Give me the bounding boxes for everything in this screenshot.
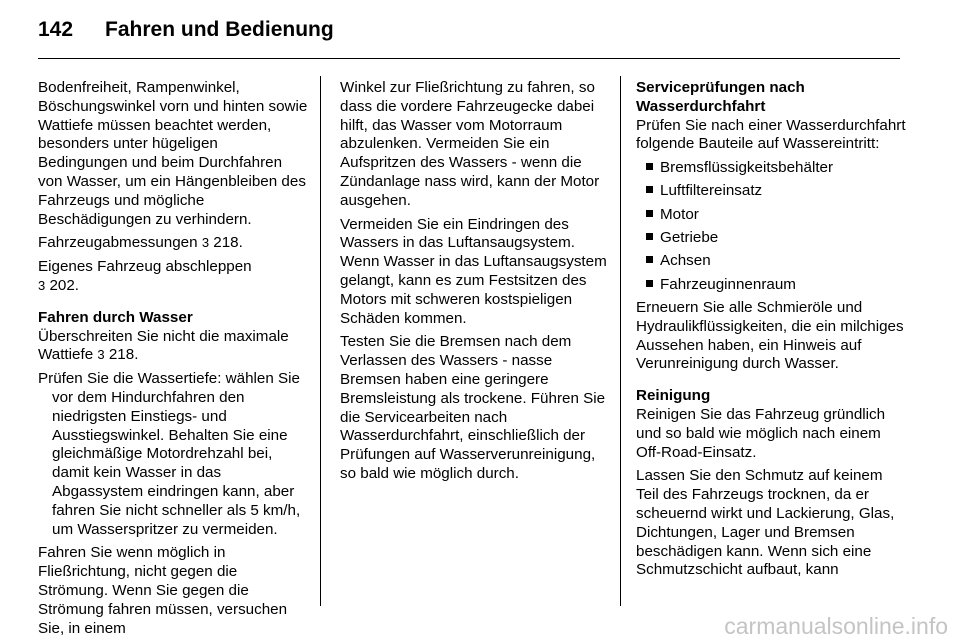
paragraph: Reinigen Sie das Fahrzeug gründlich und so bald wie möglich nach einem Off-Road-Einsatz.	[636, 405, 886, 461]
reference-line: Überschreiten Sie nicht die maximale Wattiefe 3 218.	[38, 327, 289, 364]
page-number: 142	[38, 18, 74, 41]
reference-line: Fahrzeugabmessungen 3 218.	[38, 234, 243, 252]
list-item: Achsen	[636, 252, 906, 271]
paragraph: Prüfen Sie die Wassertiefe: wählen Sie vor dem Hindurchfahren den niedrigsten Einstiegs- und Ausstiegswinkel. Behalten Sie eine gleichmäßige Motordrehzahl bei, damit kein Wasser in das Abgassystem eindringen kann, aber fahren Sie nicht schneller als 5 km/h, um Wasserspritzer zu vermeiden.	[38, 370, 301, 538]
column-1	[38, 79, 308, 643]
page-arrow-icon: 3	[38, 277, 46, 293]
list-item: Motor	[636, 206, 906, 225]
list-item: Fahrzeuginnenraum	[636, 276, 906, 295]
square-bullet-icon	[646, 186, 653, 193]
column-2	[340, 79, 608, 489]
page-reference[interactable]: 3 218.	[201, 234, 243, 252]
paragraph: Bodenfreiheit, Rampenwinkel, Böschungswinkel vorn und hinten sowie Wattiefe müssen beachtet werden, besonders unter hügeligen Bedingungen und beim Durchfahren von Wasser, um ein Hängenbleiben des Fahrzeugs und mögliche Beschädigungen zu verhindern.	[38, 79, 308, 228]
paragraph: Erneuern Sie alle Schmieröle und Hydraulikflüssigkeiten, die ein milchiges Aussehen haben, ein Hinweis auf Verunreinigung durch Wasser.	[636, 298, 904, 373]
reference-line: Eigenes Fahrzeug abschleppen 3 202.	[38, 258, 252, 294]
section-heading: Reinigung	[636, 387, 711, 405]
page-title: Fahren und Bedienung	[105, 18, 334, 41]
column-3	[636, 79, 906, 585]
paragraph: Lassen Sie den Schmutz auf keinem Teil des Fahrzeugs trocknen, da er scheuernd wirkt und Lackierung, Glas, Dichtungen, Lager und Bremsen beschädigen kann. Wenn sich eine Schmutzschicht aufbaut, kann	[636, 467, 895, 579]
list-item: Bremsflüssigkeitsbehälter	[636, 159, 906, 178]
watermark: carmanualsonline.info	[724, 613, 948, 639]
paragraph: Fahren Sie wenn möglich in Fließrichtung, nicht gegen die Strömung. Wenn Sie gegen die Strömung fahren müssen, versuchen Sie, in einem	[38, 544, 288, 637]
square-bullet-icon	[646, 233, 653, 240]
paragraph: Vermeiden Sie ein Eindringen des Wassers in das Luftansaugsystem. Wenn Wasser in das Luftansaugsystem gelangt, kann es zum Festsitzen des Motors mit schweren kostspieligen Schäden kommen.	[340, 215, 607, 327]
column-divider	[320, 76, 321, 606]
section-heading: Fahren durch Wasser	[38, 308, 193, 326]
paragraph: Winkel zur Fließrichtung zu fahren, so dass die vordere Fahrzeugecke dabei hilft, das Wasser vom Motorraum abzulenken. Vermeiden Sie ein Aufspritzen des Wassers - wenn die Zündanlage nass wird, kann der Motor ausgehen.	[340, 79, 600, 209]
square-bullet-icon	[646, 256, 653, 263]
column-divider	[620, 76, 621, 606]
paragraph: Prüfen Sie nach einer Wasserdurchfahrt folgende Bauteile auf Wassereintritt:	[636, 116, 906, 153]
page-arrow-icon: 3	[97, 347, 105, 363]
page-reference[interactable]: 3 202.	[38, 276, 80, 294]
section-heading: Serviceprüfungen nach Wasserdurchfahrt	[636, 79, 805, 115]
paragraph: Testen Sie die Bremsen nach dem Verlassen des Wassers - nasse Bremsen haben eine geringere Bremsleistung als trockene. Führen Sie die Servicearbeiten nach Wasserdurchfahrt, einschließlich der Prüfungen auf Wasserverunreinigung, so bald wie möglich durch.	[340, 333, 606, 482]
square-bullet-icon	[646, 280, 653, 287]
square-bullet-icon	[646, 163, 653, 170]
page-reference[interactable]: 3 218.	[97, 346, 139, 364]
page-header	[38, 18, 334, 42]
header-rule	[38, 58, 900, 59]
list-item: Getriebe	[636, 229, 906, 248]
page-arrow-icon: 3	[201, 235, 210, 251]
square-bullet-icon	[646, 210, 653, 217]
list-item: Luftfiltereinsatz	[636, 182, 906, 201]
bullet-list	[636, 159, 906, 294]
